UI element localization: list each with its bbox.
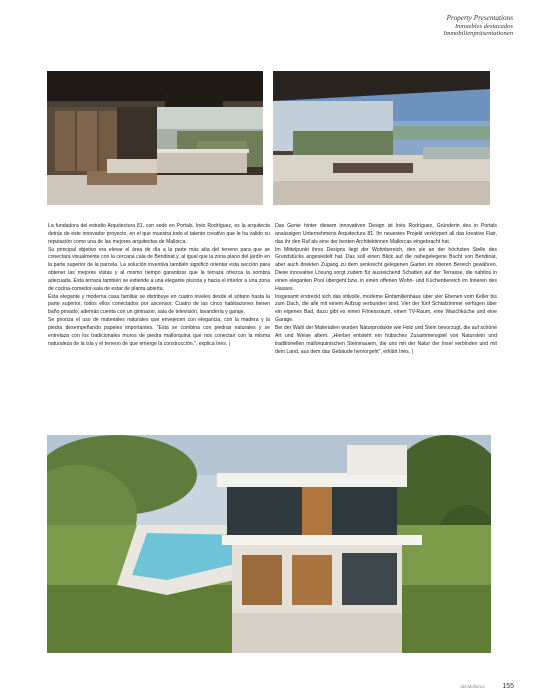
spanish-paragraph: Esta elegante y moderna casa familiar se distribuye en cuatro niveles desde el sótano hasta la parte superior, todos ellos conectados por ascensor. Cuatro de las cinco habitaciones tienen baño privado, además cuenta con un gimnasio, sala de televisión, lavandería y garaje. <box>48 293 270 316</box>
section-header <box>443 15 513 38</box>
villa-exterior-pool-photo <box>47 435 491 653</box>
spanish-text-column <box>48 223 270 349</box>
spanish-paragraph: Su principal objetivo era elevar el área de día a la parte más alta del terreno para que se conectara visualmente con la cercana cala de Bendinat y, al igual que la zona plano del jardín en la parte superior de la parcela. La solución inventiva también significó orientar esta sección para obtener las mejores vistas y al mismo tiempo garantizar que la terraza ofrezca la sombra adecuada. Esta terraza también se extiende a una elegante piscina y hacia el interior a una zona de cocina-comedor-sala de estar de planta abierta. <box>48 246 270 292</box>
german-paragraph: Insgesamt erstreckt sich das stilvolle, moderne Einfamilienhaus über vier Ebenen vom Keller bis zum Dach, die alle mit einem Aufzug verbunden sind. Vier der fünf Schlafzimmer verfügen über ein eigenes Bad, dazu gibt es einen Fitnessraum, einen TV-Raum, eine Waschküche und eine Garage. <box>275 293 497 324</box>
interior-kitchen-photo <box>47 71 263 205</box>
spanish-paragraph: Se prioriza el uso de materiales naturales que envejecen con elegancia, con la madera y la piedra desempeñando papeles importantes. "Esta se combina con piedras naturales y se entrelaza con los tradicionales muros de piedra mallorquina que nos conectan con la misma naturaleza de la isla y el terreno de que emerge la construcción.", explica Inés. | <box>48 317 270 347</box>
footer-brand: abcMallorca <box>460 684 485 689</box>
spanish-paragraph: La fundadora del estudio Arquitectura 81, con sede en Portals, Inés Rodríguez, es la arquitecta detrás de este innovador proyecto, en el que muestra todo el talento creativo que le ha valido su reputación como una de las mejores arquitectas de Mallorca. <box>48 223 270 245</box>
terrace-sea-view-photo <box>273 71 490 205</box>
german-paragraph: Im Mittelpunkt ihres Designs liegt der Wohnbereich, den sie an der höchsten Stelle des Grundstücks angesiedelt hat. Das soll einen Blick auf die nahegelegene Bucht von Bendinat, aber auch direkten Zugang zu dem senkrecht gelegenen Garten im oberen Bereich gewähren. Diese innovative Lösung sorgt zudem für ausreichend Schatten auf der Terrasse, die nahtlos in einen eleganten Pool übergeht bzw. in einen offenen Wohn- und Küchenbereich im Inneren des Hauses. <box>275 246 497 292</box>
header-line-english: Property Presentations <box>446 14 513 22</box>
german-paragraph: Bei der Wahl der Materialien wurden Naturprodukte wie Holz und Stein bevorzugt, die auf schöne Art und Weise altern. „Hierbei entsteht ein hübsches Zusammenspiel von Naturstein und traditionellen mallorquinischen Steinmauern, die uns mit der Natur der Insel verbinden und mit dem Land, aus dem das Gebäude hervorgeht“, erklärt Inés. | <box>275 324 497 355</box>
header-line-german: Immobilienpräsentationen <box>443 30 513 38</box>
header-line-spanish: Inmuebles destacados <box>454 22 513 30</box>
page-footer <box>460 683 514 690</box>
german-text-column <box>275 223 497 356</box>
german-paragraph: Das Genie hinter diesem innovativen Design ist Inés Rodríguez, Gründerin des in Portals ansässigen Unternehmens Arquitectura 81. Ihr neuestes Projekt verkörpert all das kreative Flair, das ihr den Ruf als eine der besten Architektinnen Mallorcas eingebracht hat. <box>275 223 497 245</box>
page-number: 155 <box>502 683 514 690</box>
